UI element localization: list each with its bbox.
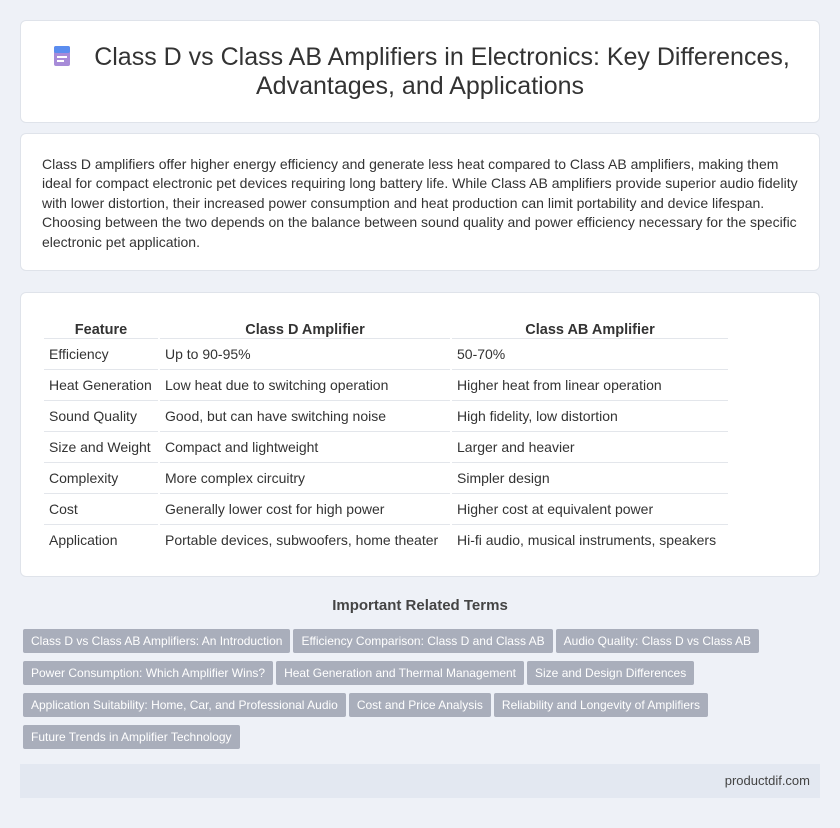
footer [20,764,820,798]
related-term-tag[interactable]: Class D vs Class AB Amplifiers: An Introduction [23,629,290,653]
table-cell: High fidelity, low distortion [452,400,728,431]
table-cell: Heat Generation [44,369,158,400]
table-cell: Application [44,524,158,555]
footer-site-link[interactable]: productdif.com [724,773,810,788]
page-title-line2: Advantages, and Applications [255,72,584,100]
table-cell: Portable devices, subwoofers, home theater [160,524,450,555]
related-terms-list [23,629,813,757]
page-title-line1: Class D vs Class AB Amplifiers in Electronics: Key Differences, [94,43,790,71]
column-header-class-d: Class D Amplifier [245,322,365,338]
comparison-table [42,315,730,555]
table-cell: Complexity [44,462,158,493]
related-term-tag[interactable]: Future Trends in Amplifier Technology [23,725,240,749]
related-terms-heading: Important Related Terms [332,597,508,614]
table-cell: Cost [44,493,158,524]
table-cell: Higher heat from linear operation [452,369,728,400]
comparison-card [20,292,820,577]
table-cell: Simpler design [452,462,728,493]
table-cell: Larger and heavier [452,431,728,462]
table-row [44,431,728,462]
table-cell: Generally lower cost for high power [160,493,450,524]
document-stack-icon [50,44,74,68]
table-row [44,493,728,524]
table-cell: Size and Weight [44,431,158,462]
table-cell: Compact and lightweight [160,431,450,462]
table-cell: More complex circuitry [160,462,450,493]
related-term-tag[interactable]: Cost and Price Analysis [349,693,491,717]
intro-paragraph: Class D amplifiers offer higher energy efficiency and generate less heat compared to Class AB amplifiers, making them ideal for compact electronic pet devices requiring long battery life. While Class AB amplifiers provide superior audio fidelity with lower distortion, their increased power consumption and heat production can limit portability and device lifespan. Choosing between the two depends on the balance between sound quality and power efficiency necessary for the specific electronic pet application. [42,156,798,250]
table-row [44,400,728,431]
table-cell: Low heat due to switching operation [160,369,450,400]
table-cell: Efficiency [44,338,158,369]
table-cell: 50-70% [452,338,728,369]
related-term-tag[interactable]: Size and Design Differences [527,661,694,685]
related-term-tag[interactable]: Audio Quality: Class D vs Class AB [556,629,759,653]
table-header-row [44,315,728,338]
related-term-tag[interactable]: Reliability and Longevity of Amplifiers [494,693,708,717]
related-term-tag[interactable]: Efficiency Comparison: Class D and Class AB [293,629,552,653]
header-card [20,20,820,123]
table-cell: Up to 90-95% [160,338,450,369]
table-cell: Hi-fi audio, musical instruments, speakers [452,524,728,555]
table-row [44,338,728,369]
related-term-tag[interactable]: Heat Generation and Thermal Management [276,661,524,685]
column-header-feature: Feature [74,322,128,338]
page-title [21,43,819,101]
column-header-class-ab: Class AB Amplifier [525,322,655,338]
table-row [44,369,728,400]
table-cell: Good, but can have switching noise [160,400,450,431]
table-row [44,524,728,555]
table-cell: Sound Quality [44,400,158,431]
related-term-tag[interactable]: Power Consumption: Which Amplifier Wins? [23,661,273,685]
table-cell: Higher cost at equivalent power [452,493,728,524]
header-inner [21,43,819,101]
related-term-tag[interactable]: Application Suitability: Home, Car, and Professional Audio [23,693,346,717]
table-row [44,462,728,493]
intro-card [20,133,820,271]
